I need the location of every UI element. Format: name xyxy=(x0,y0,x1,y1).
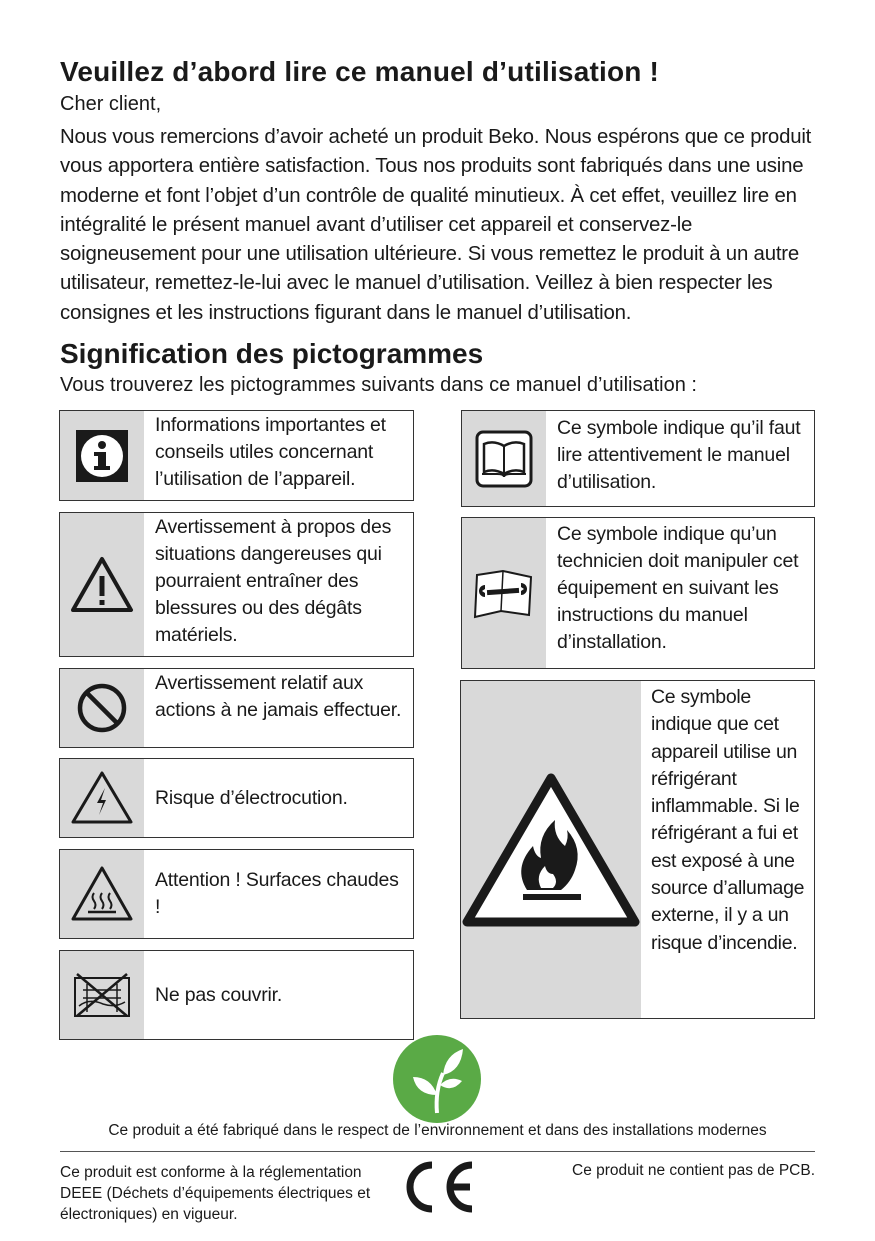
greeting: Cher client, xyxy=(60,93,162,115)
symbols-title: Signification des pictogrammes xyxy=(60,338,484,370)
symbol-text: Informations importantes et conseils utiles concernant l’utilisation de l’appareil. xyxy=(155,414,386,490)
symbol-text: Avertissement à propos des situations dangereuses qui pourraient entraîner des blessures ou des dégâts matériels. xyxy=(155,516,392,646)
symbols-subtitle: Vous trouverez les pictogrammes suivants dans ce manuel d’utilisation : xyxy=(60,374,697,397)
symbol-read-manual xyxy=(461,410,815,507)
warning-triangle-icon xyxy=(60,513,144,656)
symbol-technician xyxy=(461,517,815,669)
electric-shock-icon xyxy=(60,759,144,837)
symbol-flammable xyxy=(460,680,815,1019)
pcb-note: Ce produit ne contient pas de PCB. xyxy=(572,1162,815,1179)
symbol-info xyxy=(59,410,414,501)
info-icon xyxy=(60,411,144,500)
hot-surface-icon xyxy=(60,850,144,938)
symbol-text: Ce symbole indique qu’un technicien doit manipuler cet équipement en suivant les instructions du manuel d’installation. xyxy=(557,523,799,653)
flammable-icon xyxy=(461,681,641,1018)
symbol-text: Ce symbole indique que cet appareil utilise un réfrigérant inflammable. Si le réfrigérant a fui et est exposé à une source d’allumage externe, il y a un risque d’incendie. xyxy=(651,686,805,954)
weee-note: Ce produit est conforme à la réglementation DEEE (Déchets d’équipements électriques et électroniques) en vigueur. xyxy=(60,1164,371,1223)
eco-leaf-icon xyxy=(393,1035,481,1123)
symbol-text: Attention ! Surfaces chaudes ! xyxy=(155,869,399,918)
ce-mark-icon xyxy=(398,1157,478,1217)
symbol-prohibited xyxy=(59,668,414,748)
symbol-hot xyxy=(59,849,414,939)
page-content xyxy=(60,52,815,398)
symbol-text: Risque d’électrocution. xyxy=(155,786,348,809)
page-title: Veuillez d’abord lire ce manuel d’utilisation ! xyxy=(60,56,660,87)
intro-paragraph: Nous vous remercions d’avoir acheté un produit Beko. Nous espérons que ce produit vous apportera entière satisfaction. Tous nos produits sont fabriqués dans une usine moderne et font l’objet d’un contrôle de qualité minutieux. À cet effet, veuillez lire en intégralité le présent manuel avant d’utiliser cet appareil et conservez-le soigneusement pour une utilisation ultérieure. Si vous remettez le produit à un autre utilisateur, remettez-le-lui avec le manuel d’utilisation. Veillez à bien respecter les consignes et les instructions figurant dans le manuel d’utilisation. xyxy=(60,126,812,324)
footer-divider xyxy=(60,1151,815,1152)
symbol-electric xyxy=(59,758,414,838)
symbol-text: Avertissement relatif aux actions à ne jamais effectuer. xyxy=(155,672,402,721)
read-manual-icon xyxy=(462,411,546,506)
symbol-nocover xyxy=(59,950,414,1040)
symbol-text: Ce symbole indique qu’il faut lire attentivement le manuel d’utilisation. xyxy=(557,417,801,493)
do-not-cover-icon xyxy=(60,951,144,1039)
symbol-warning xyxy=(59,512,414,657)
prohibited-icon xyxy=(60,669,144,747)
environment-note: Ce produit a été fabriqué dans le respect de l’environnement et dans des installations modernes xyxy=(108,1122,767,1139)
symbol-text: Ne pas couvrir. xyxy=(155,983,283,1006)
technician-manual-icon xyxy=(462,518,546,668)
